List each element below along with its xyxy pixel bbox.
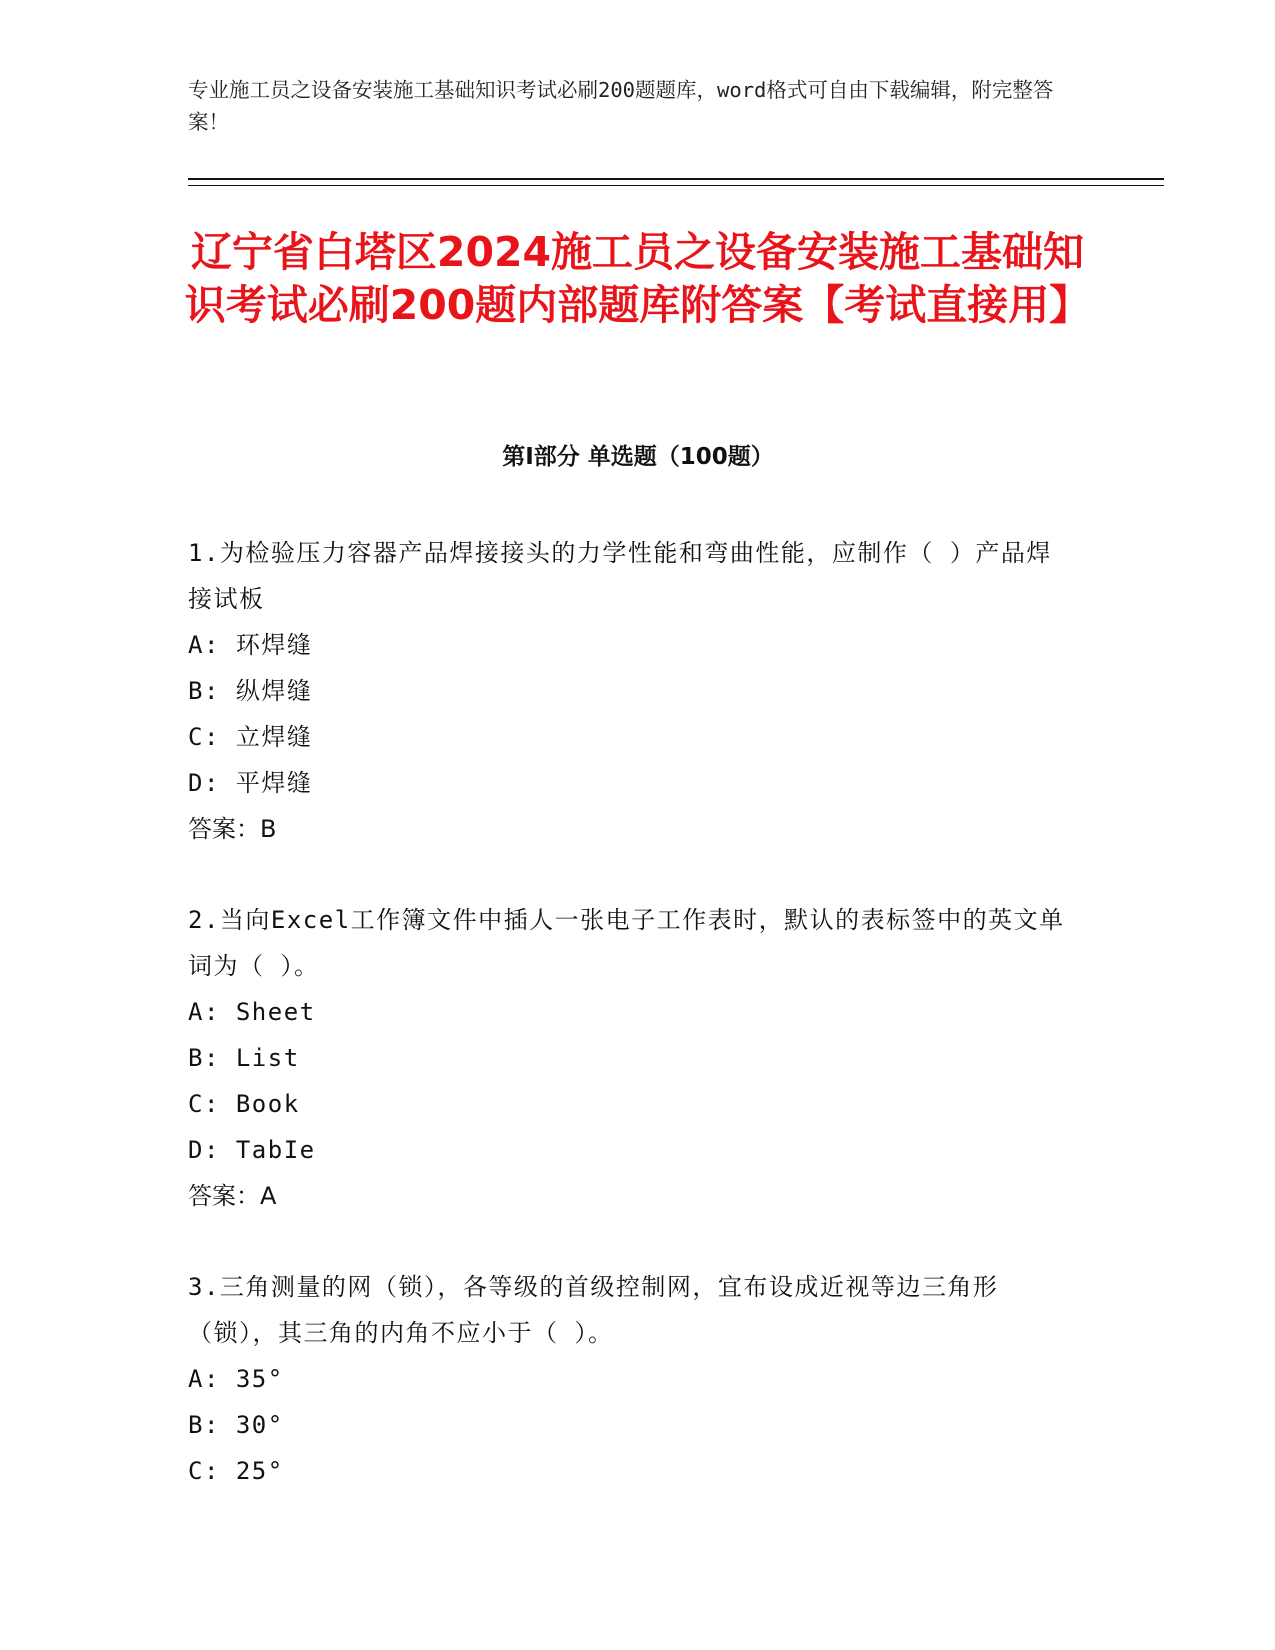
section-title: 第I部分 单选题（100题） (502, 444, 774, 470)
header-divider-thin (188, 185, 1164, 186)
question-stem: 1.为检验压力容器产品焊接接头的力学性能和弯曲性能，应制作（ ）产品焊接试板 (188, 539, 1052, 613)
option-a: A: 环焊缝 (188, 631, 313, 659)
question-2 (188, 897, 1073, 1219)
answer-label: 答案：B (188, 815, 277, 843)
header-note: 专业施工员之设备安装施工基础知识考试必刷200题题库，word格式可自由下载编辑，附完整答案！ (188, 78, 1054, 134)
option-a: A: 35° (188, 1365, 284, 1393)
option-d: D: 平焊缝 (188, 769, 313, 797)
question-1 (188, 530, 1073, 852)
question-stem: 2.当向Excel工作簿文件中插人一张电子工作表时，默认的表标签中的英文单词为（ ）。 (188, 906, 1065, 980)
question-stem: 3.三角测量的网（锁），各等级的首级控制网，宜布设成近视等边三角形（锁），其三角的内角不应小于（ ）。 (188, 1273, 999, 1347)
document-title: 辽宁省白塔区2024施工员之设备安装施工基础知识考试必刷200题内部题库附答案【考试直接用】 (184, 228, 1091, 329)
option-b: B: 30° (188, 1411, 284, 1439)
option-b: B: List (188, 1044, 300, 1072)
option-c: C: Book (188, 1090, 300, 1118)
header-divider-thick (188, 178, 1164, 180)
option-d: D: TabIe (188, 1136, 316, 1164)
option-c: C: 25° (188, 1457, 284, 1485)
option-b: B: 纵焊缝 (188, 677, 313, 705)
option-a: A: Sheet (188, 998, 316, 1026)
option-c: C: 立焊缝 (188, 723, 313, 751)
question-list (188, 530, 1073, 1539)
question-3 (188, 1264, 1073, 1494)
answer-label: 答案：A (188, 1182, 277, 1210)
